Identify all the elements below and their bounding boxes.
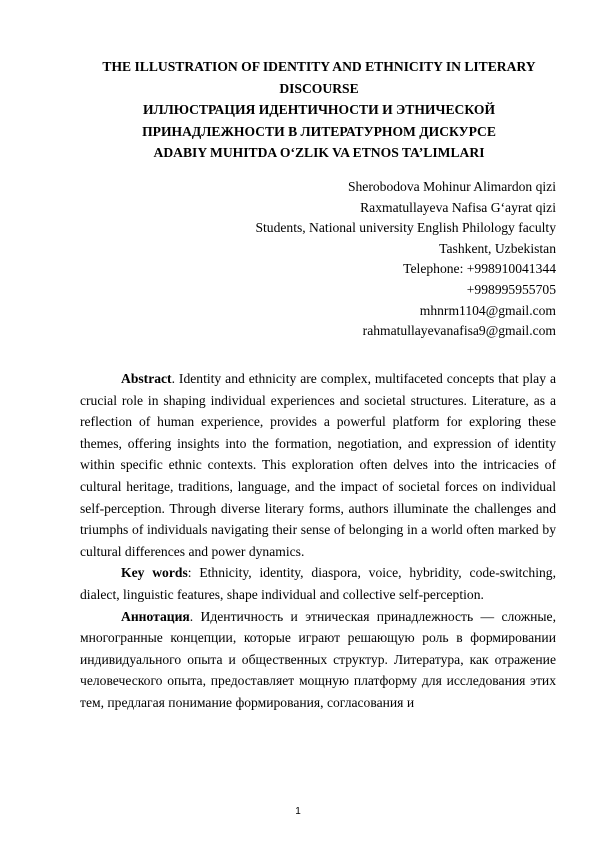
keywords-text: : Ethnicity, identity, diaspora, voice, hybridity, code-switching, dialect, linguistic features, shape individual and collective self-perception. — [80, 565, 556, 602]
body-text — [80, 368, 556, 714]
abstract-text: . Identity and ethnicity are complex, multifaceted concepts that play a crucial role in shaping individual experiences and societal structures. Literature, as a reflection of human experience, provides a powerful platform for exploring these themes, offering insights into the formation, negotiation, and expression of identity within specific ethnic contexts. This exploration often delves into the intricacies of cultural heritage, traditions, language, and the impact of societal forces on individual self-perception. Through diverse literary forms, authors illuminate the challenges and triumphs of individuals navigating their sense of belonging in a world often marked by cultural differences and power dynamics. — [80, 371, 556, 559]
annotation-paragraph — [80, 606, 556, 714]
author-name-1: Sherobodova Mohinur Alimardon qizi — [347, 179, 556, 194]
annotation-text: . Идентичность и этническая принадлежность — сложные, многогранные концепции, которые играют решающую роль в формировании индивидуального опыта и общественных структур. Литература, как отражение человеческого опыта, предоставляет мощную платформу для исследования этих тем, предлагая понимание формирования, согласования и — [80, 608, 556, 710]
title-russian-line-1: ИЛЛЮСТРАЦИЯ ИДЕНТИЧНОСТИ И ЭТНИЧЕСКОЙ — [142, 102, 496, 118]
annotation-label: Аннотация — [121, 608, 190, 624]
title-english-line-2: DISCOURSE — [279, 80, 359, 96]
title-russian-line-2: ПРИНАДЛЕЖНОСТИ В ЛИТЕРАТУРНОМ ДИСКУРСЕ — [142, 123, 496, 139]
page-number: 1 — [295, 806, 301, 817]
author-name-2: Raxmatullayeva Nafisa G‘ayrat qizi — [360, 199, 556, 215]
author-email-1: mhnrm1104@gmail.com — [419, 302, 556, 318]
author-telephone-1: Telephone: +998910041344 — [403, 261, 556, 277]
author-location: Tashkent, Uzbekistan — [439, 240, 556, 256]
author-affiliation: Students, National university English Philology faculty — [255, 220, 556, 236]
keywords-label: Key words — [121, 565, 188, 581]
author-telephone-2: +998995955705 — [466, 281, 556, 297]
title-english-line-1: THE ILLUSTRATION OF IDENTITY AND ETHNICITY IN LITERARY — [102, 59, 536, 74]
author-block — [200, 177, 556, 342]
abstract-label: Abstract — [121, 371, 172, 386]
abstract-paragraph — [80, 368, 556, 562]
title-uzbek: ADABIY MUHITDA O‘ZLIK VA ETNOS TA’LIMLARI — [153, 145, 485, 161]
author-email-2: rahmatullayevanafisa9@gmail.com — [362, 323, 556, 339]
keywords-paragraph — [80, 562, 556, 605]
title-block — [80, 56, 558, 164]
